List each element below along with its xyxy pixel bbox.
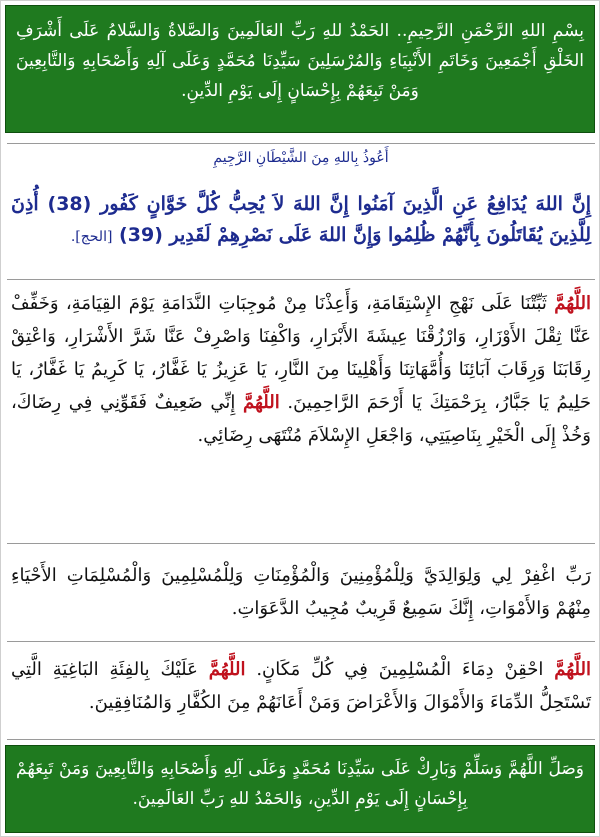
- supplication-2-text: رَبِّ اغْفِرْ لِي وَلِوَالِدَيَّ وَلِلْمُؤْمِنِينَ وَالْمُؤْمِنَاتِ وَلِلْمُسْلِمِينَ وَالْمُسْلِمَاتِ الأَحْيَاءِ مِنْهُمْ وَالأَمْوَاتِ، إِنَّكَ سَمِيعٌ قَرِيبٌ مُجِيبُ الدَّعَوَاتِ.: [11, 565, 591, 619]
- closing-banner-text: وَصَلِّ اللَّهُمَّ وَسَلِّمْ وَبَارِكْ عَلَى سَيِّدِنَا مُحَمَّدٍ وَعَلَى آلِهِ وَأَصْحَابِهِ وَالتَّابِعِينَ وَمَنْ تَبِعَهُمْ بِإِحْسَانٍ إِلَى يَوْمِ الدِّينِ، وَالحَمْدُ للهِ رَبِّ العَالَمِينَ.: [16, 759, 584, 809]
- closing-banner: [5, 745, 595, 833]
- opening-banner-text: بِسْمِ اللهِ الرَّحْمَنِ الرَّحِيمِ.. الحَمْدُ للهِ رَبِّ العَالَمِينَ وَالصَّلاةُ وَالسَّلامُ عَلَى أَشْرَفِ الخَلْقِ أَجْمَعِينَ وَخَاتَمِ الأَنْبِيَاءِ وَالمُرْسَلِينَ سَيِّدِنَا مُحَمَّدٍ وَعَلَى آلِهِ وَأَصْحَابِهِ وَالتَّابِعِينَ وَمَنْ تَبِعَهُمْ بِإِحْسَانٍ إِلَى يَوْمِ الدِّينِ.: [16, 21, 584, 101]
- opening-banner: [5, 5, 595, 133]
- supplication-3-text-b: عَلَيْكَ بِالفِئَةِ البَاغِيَةِ الَّتِي تَسْتَحِلُّ الدِّمَاءَ وَالأَمْوَالَ وَالأَعْرَاضَ وَمَنْ أَعَانَهُمْ مِنَ الكُفَّارِ وَالمُنَافِقِينَ.: [11, 659, 591, 713]
- allahumma-highlight: اللَّهُمَّ: [243, 392, 280, 413]
- istiadha-text: أَعُوذُ بِاللهِ مِنَ الشَّيْطَانِ الرَّجِيمِ: [213, 150, 389, 166]
- verse-39-text: أُذِنَ لِلَّذِينَ يُقَاتَلُونَ بِأَنَّهُمْ ظُلِمُوا وَإِنَّ اللهَ عَلَى نَصْرِهِمْ لَقَدِير: [11, 193, 591, 246]
- quran-verses: [11, 189, 591, 253]
- verse-38-number: (38): [47, 193, 92, 215]
- istiadha-line: [11, 147, 591, 169]
- supplication-3-text-a: احْقِنْ دِمَاءَ الْمُسْلِمِينَ فِي كُلِّ مَكَانٍ.: [256, 659, 544, 680]
- supplication-paragraph-1: [11, 287, 591, 539]
- allahumma-highlight: اللَّهُمَّ: [554, 659, 591, 680]
- allahumma-highlight: اللَّهُمَّ: [208, 659, 246, 680]
- supplication-paragraph-2: [11, 559, 591, 639]
- divider: [7, 279, 595, 280]
- verse-38-text: إِنَّ اللهَ يُدَافِعُ عَنِ الَّذِينَ آمَنُوا إِنَّ اللهَ لاَ يُحِبُّ كُلَّ خَوَّانٍ كَفُور: [100, 193, 591, 215]
- divider: [7, 143, 595, 144]
- divider: [7, 543, 595, 544]
- divider: [7, 641, 595, 642]
- supplication-paragraph-3: [11, 653, 591, 737]
- verse-39-number: (39): [119, 224, 163, 246]
- allahumma-highlight: اللَّهُمَّ: [554, 293, 592, 314]
- surah-reference: [الحج].: [70, 229, 113, 245]
- divider: [7, 739, 595, 740]
- supplication-1-text-b: إِنِّي ضَعِيفٌ فَقَوِّنِي فِي رِضَاكَ، وَخُذْ إِلَى الْخَيْرِ بِنَاصِيَتِي، وَاجْعَلِ الإِسْلاَمَ مُنْتَهَى رِضَائِي.: [11, 392, 591, 446]
- supplication-1-text-a: ثَبِّتْنَا عَلَى نَهْجِ الإِسْتِقَامَةِ، وَأَعِذْنَا مِنْ مُوجِبَاتِ النَّدَامَةِ يَوْمَ القِيَامَةِ، وَخَفِّفْ عَنَّا ثِقْلَ الأَوْزَارِ، وَارْزُقْنَا عِيشَةَ الأَبْرَارِ، وَاكْفِنَا وَاصْرِفْ عَنَّا شَرَّ الأَشْرَارِ، وَاعْتِقْ رِقَابَنَا وَرِقَابَ آبَائِنَا وَأُمَّهَاتِنَا وَأَهْلِينَا مِنَ النَّارِ، يَا عَزِيزُ يَا غَفَّارُ، يَا كَرِيمُ يَا غَفَّارُ، يَا حَلِيمُ يَا جَبَّارُ، بِرَحْمَتِكَ يَا أَرْحَمَ الرَّاحِمِينَ.: [11, 293, 592, 413]
